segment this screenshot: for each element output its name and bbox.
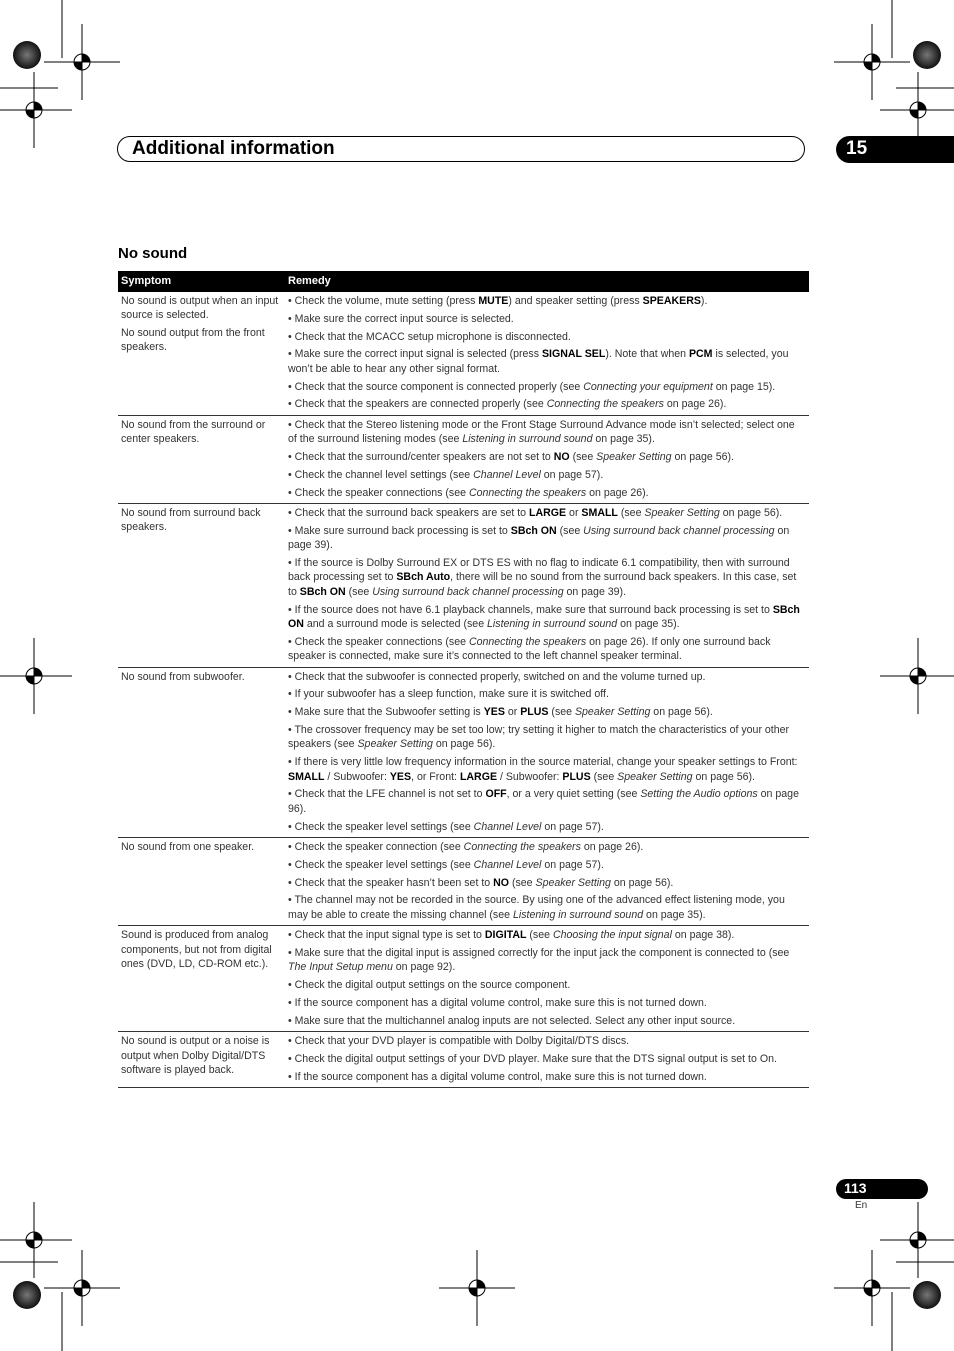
symptom-text: Sound is produced from analog components, but not from digital ones (DVD, LD, CD-ROM etc.). (121, 929, 272, 971)
symptom-cell (118, 415, 285, 503)
remedy-cell (285, 1032, 809, 1088)
remedy-item: • Make sure that the multichannel analog inputs are not selected. Select any other input source. (288, 1014, 736, 1027)
symptom-text: No sound from surround back speakers. (121, 507, 261, 534)
remedy-item: • Check that the Stereo listening mode or the Front Stage Surround Advance mode isn’t selected; select one of the surround listening modes (see Listening in surround sound on page 35). (288, 418, 795, 446)
target-mark-bottom-left (13, 1281, 41, 1309)
remedy-item: • Check that the MCACC setup microphone is disconnected. (288, 330, 571, 343)
remedy-item: • Make sure the correct input source is selected. (288, 312, 514, 325)
symptom-text: No sound is output when an input source is selected. (121, 295, 279, 322)
remedy-item: • The channel may not be recorded in the source. By using one of the advanced effect listening mode, you may be able to create the missing channel (see Listening in surround sound on page 35). (288, 894, 785, 921)
remedy-item: • Check the digital output settings of your DVD player. Make sure that the DTS signal output is set to On. (288, 1053, 777, 1066)
remedy-item: • If your subwoofer has a sleep function, make sure it is switched off. (288, 688, 609, 701)
table-row (118, 292, 809, 415)
chapter-header-bar (117, 136, 805, 162)
remedy-item: • Make sure that the Subwoofer setting is YES or PLUS (see Speaker Setting on page 56). (288, 706, 713, 719)
remedy-item: • Check the speaker connections (see Connecting the speakers on page 26). (288, 486, 649, 499)
column-header-symptom: Symptom (118, 271, 285, 292)
symptom-text: No sound is output or a noise is output when Dolby Digital/DTS software is played back. (121, 1035, 270, 1077)
remedy-item: • Check that the LFE channel is not set to OFF, or a very quiet setting (see Setting the Audio options on page 96). (288, 788, 799, 815)
symptom-text: No sound from subwoofer. (121, 670, 245, 683)
table-row (118, 667, 809, 837)
remedy-item: • The crossover frequency may be set too low; try setting it higher to match the characteristics of your other speakers (see Speaker Setting on page 56). (288, 724, 790, 751)
remedy-item: • Make sure the correct input signal is selected (press SIGNAL SEL). Note that when PCM is selected, you won’t be able to hear any other signal format. (288, 348, 789, 375)
remedy-item: • If there is very little low frequency information in the source material, change your speaker settings to Front: SMALL / Subwoofer: YES, or Front: LARGE / Subwoofer: PLUS (see Speaker Setting on page 56). (288, 756, 798, 783)
table-row (118, 1032, 809, 1088)
remedy-item: • Check the speaker connection (see Connecting the speakers on page 26). (288, 841, 644, 854)
chapter-number-tab (836, 136, 954, 163)
column-header-remedy: Remedy (285, 271, 809, 292)
remedy-item: • If the source component has a digital volume control, make sure this is not turned down. (288, 1070, 707, 1083)
remedy-item: • Check that the subwoofer is connected properly, switched on and the volume turned up. (288, 670, 706, 683)
symptom-text: No sound from the surround or center speakers. (121, 418, 266, 446)
remedy-cell (285, 504, 809, 668)
remedy-item: • Check that your DVD player is compatible with Dolby Digital/DTS discs. (288, 1035, 630, 1048)
symptom-cell (118, 838, 285, 926)
language-label: En (855, 1200, 868, 1211)
remedy-cell (285, 667, 809, 837)
remedy-item: • Check the speaker level settings (see Channel Level on page 57). (288, 820, 604, 833)
chapter-number: 15 (846, 138, 868, 159)
target-mark-top-right (913, 41, 941, 69)
remedy-item: • Check the digital output settings on the source component. (288, 979, 571, 992)
table-header-row (118, 271, 809, 292)
chapter-title: Additional information (132, 138, 335, 159)
symptom-cell (118, 1032, 285, 1088)
remedy-item: • If the source does not have 6.1 playback channels, make sure that surround back processing is set to SBch ON and a surround mode is selected (see Listening in surround sound on page 35). (288, 603, 800, 631)
symptom-text: No sound output from the front speakers. (121, 326, 265, 354)
remedy-item: • Check that the surround/center speakers are not set to NO (see Speaker Setting on page 56). (288, 451, 734, 463)
remedy-item: • Check the volume, mute setting (press MUTE) and speaker setting (press SPEAKERS). (288, 295, 708, 307)
remedy-item: • If the source is Dolby Surround EX or DTS ES with no flag to indicate 6.1 compatibility, then with surround back processing set to SBch Auto, there will be no sound from the surround back speakers. In this case, set to SBch ON (see Using surround back channel processing on page 39). (288, 557, 797, 598)
remedy-item: • Make sure surround back processing is set to SBch ON (see Using surround back channel processing on page 39). (288, 524, 790, 552)
target-mark-top-left (13, 41, 41, 69)
remedy-item: • Check the channel level settings (see Channel Level on page 57). (288, 468, 604, 481)
troubleshooting-table (118, 271, 809, 1088)
table-row (118, 415, 809, 503)
table-row (118, 838, 809, 926)
page-number-tab (836, 1179, 928, 1199)
remedy-cell (285, 415, 809, 503)
remedy-item: • Check the speaker connections (see Connecting the speakers on page 26). If only one surround back speaker is connected, make sure it’s connected to the left channel speaker terminal. (288, 635, 771, 663)
remedy-item: • Check that the surround back speakers are set to LARGE or SMALL (see Speaker Setting on page 56). (288, 507, 783, 519)
remedy-item: • Make sure that the digital input is assigned correctly for the input jack the component is connected to (see The Input Setup menu on page 92). (288, 947, 790, 974)
remedy-item: • Check that the speaker hasn’t been set to NO (see Speaker Setting on page 56). (288, 876, 674, 889)
symptom-cell (118, 926, 285, 1032)
remedy-item: • Check that the speakers are connected properly (see Connecting the speakers on page 26). (288, 398, 727, 411)
remedy-item: • Check that the input signal type is set to DIGITAL (see Choosing the input signal on page 38). (288, 929, 735, 942)
remedy-cell (285, 926, 809, 1032)
remedy-item: • If the source component has a digital volume control, make sure this is not turned down. (288, 997, 707, 1010)
page-number: 113 (844, 1180, 867, 1196)
symptom-cell (118, 504, 285, 668)
target-mark-bottom-right (913, 1281, 941, 1309)
remedy-item: • Check the speaker level settings (see Channel Level on page 57). (288, 858, 604, 871)
symptom-text: No sound from one speaker. (121, 841, 255, 854)
remedy-cell (285, 292, 809, 415)
remedy-item: • Check that the source component is connected properly (see Connecting your equipment on page 15). (288, 380, 776, 393)
table-row (118, 926, 809, 1032)
symptom-cell (118, 292, 285, 415)
remedy-cell (285, 838, 809, 926)
section-title: No sound (118, 245, 188, 262)
symptom-cell (118, 667, 285, 837)
table-row (118, 504, 809, 668)
